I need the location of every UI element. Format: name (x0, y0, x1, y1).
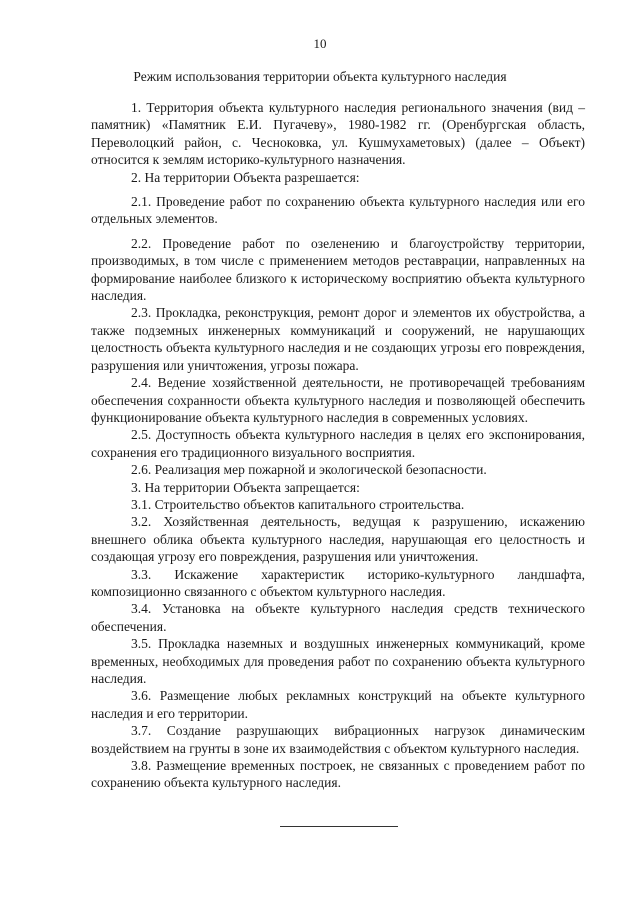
paragraph-2-6: 2.6. Реализация мер пожарной и экологической безопасности. (131, 462, 487, 478)
paragraph-2-3: 2.3. Прокладка, реконструкция, ремонт дорог и элементов их обустройства, а также подземных инженерных коммуникаций и сооружений, не нарушающих целостность объекта культурного наследия и не создающих угрозы его повреждения, разрушения или уничтожения, угрозы пожара. (91, 305, 585, 373)
paragraph-3-1: 3.1. Строительство объектов капитального строительства. (131, 496, 465, 512)
paragraph-3-8: 3.8. Размещение временных построек, не связанных с проведением работ по сохранению объекта культурного наследия. (91, 758, 585, 791)
paragraph-3-4: 3.4. Установка на объекте культурного наследия средств технического обеспечения. (91, 601, 585, 634)
end-separator-line (280, 826, 398, 827)
document-body (91, 99, 585, 792)
paragraph-2-5: 2.5. Доступность объекта культурного наследия в целях его экспонирования, сохранения его традиционного визуального восприятия. (91, 427, 585, 460)
paragraph-3-5: 3.5. Прокладка наземных и воздушных инженерных коммуникаций, кроме временных, необходимых для проведения работ по сохранению объекта культурного наследия. (91, 636, 585, 686)
page-number: 10 (313, 36, 327, 51)
paragraph-3-3: 3.3. Искажение характеристик историко-культурного ландшафта, композиционно связанного с объектом культурного наследия. (91, 566, 585, 599)
paragraph-2: 2. На территории Объекта разрешается: (131, 169, 360, 185)
paragraph-3: 3. На территории Объекта запрещается: (131, 479, 360, 495)
paragraph-3-6: 3.6. Размещение любых рекламных конструкций на объекте культурного наследия и его территории. (91, 688, 585, 721)
document-title: Режим использования территории объекта культурного наследия (133, 69, 507, 84)
paragraph-3-7: 3.7. Создание разрушающих вибрационных нагрузок динамическим воздействием на грунты в зоне их взаимодействия с объектом культурного наследия. (91, 723, 585, 756)
paragraph-1: 1. Территория объекта культурного наследия регионального значения (вид – памятник) «Памятник Е.И. Пугачеву», 1980-1982 гг. (Оренбургская область, Переволоцкий район, с. Чесноковка, ул. Кушмухаметовых) (далее – Объект) относится к землям историко-культурного назначения. (91, 100, 585, 168)
paragraph-2-2: 2.2. Проведение работ по озеленению и благоустройству территории, производимых, в том числе с применением методов реставрации, направленных на формирование наиболее близкого к историческому восприятию объекта культурного наследия. (91, 235, 585, 304)
paragraph-2-1: 2.1. Проведение работ по сохранению объекта культурного наследия или его отдельных элементов. (91, 194, 585, 227)
paragraph-3-2: 3.2. Хозяйственная деятельность, ведущая к разрушению, искажению внешнего облика объекта культурного наследия, нарушающая его целостность и создающая угрозу его повреждения, разрушения или уничтожения. (91, 514, 585, 565)
paragraph-2-4: 2.4. Ведение хозяйственной деятельности, не противоречащей требованиям обеспечения сохранности объекта культурного наследия и позволяющей обеспечить функционирование объекта культурного наследия в современных условиях. (91, 375, 585, 425)
